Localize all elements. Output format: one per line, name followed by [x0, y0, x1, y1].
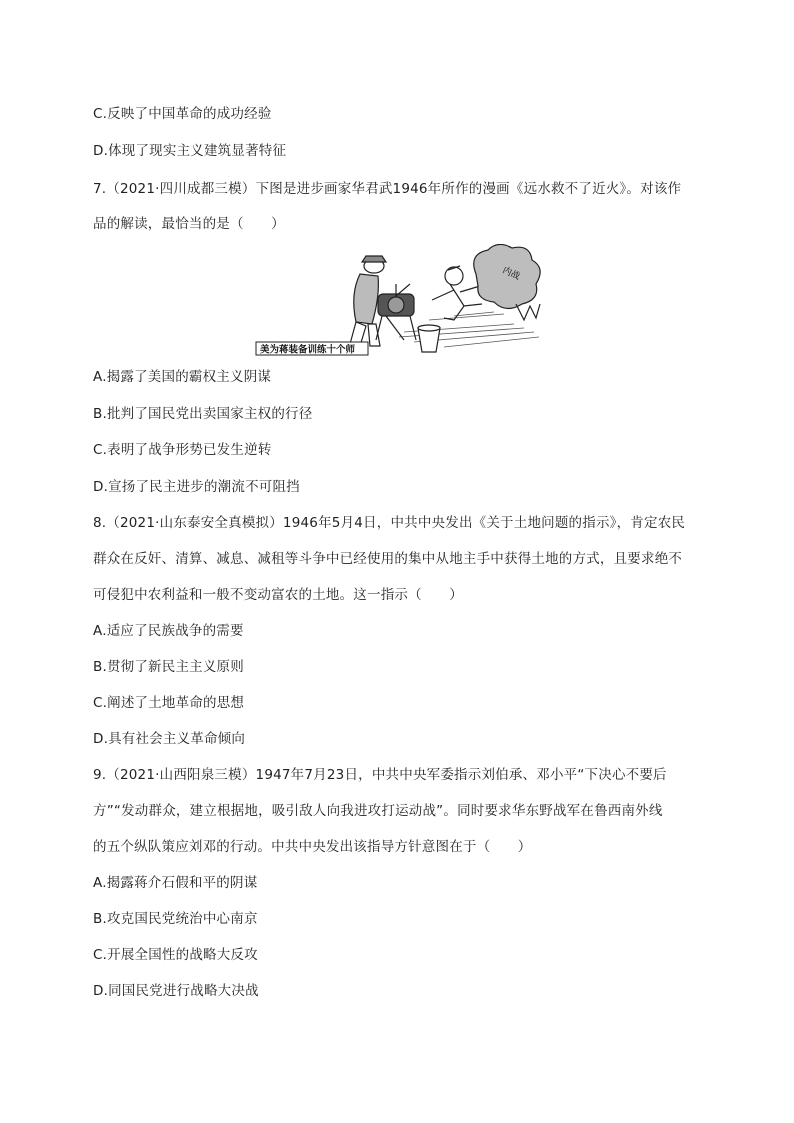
q7-stem-line-2: 品的解读，最恰当的是（ ）	[93, 216, 285, 232]
q8-option-c: C.阐述了土地革命的思想	[93, 695, 245, 711]
cartoon-caption: 美为蒋装备训练十个师	[260, 344, 356, 356]
q9-stem-line-3: 的五个纵队策应刘邓的行动。中共中央发出该指导方针意图在于（ ）	[93, 839, 532, 855]
q9-option-b: B.攻克国民党统治中心南京	[93, 911, 258, 927]
q9-option-d: D.同国民党进行战略大决战	[93, 983, 259, 999]
q7-stem-line-1: 7.（2021·四川成都三模）下图是进步画家华君武1946年所作的漫画《远水救不了近火》。对该作	[93, 181, 682, 197]
q8-option-b: B.贯彻了新民主主义原则	[93, 659, 244, 675]
q7-option-d: D.宣扬了民主进步的潮流不可阻挡	[93, 479, 300, 495]
q6-option-d: D.体现了现实主义建筑显著特征	[93, 143, 287, 159]
q7-option-c: C.表明了战争形势已发生逆转	[93, 442, 272, 458]
q8-stem-line-3: 可侵犯中农利益和一般不变动富农的土地。这一指示（ ）	[93, 587, 463, 603]
q9-option-a: A.揭露蒋介石假和平的阴谋	[93, 875, 258, 891]
q8-stem-line-1: 8.（2021·山东泰安全真模拟）1946年5月4日，中共中央发出《关于土地问题的指示》，肯定农民	[93, 515, 686, 531]
q9-stem-line-2: 方”“发动群众，建立根据地，吸引敌人向我进攻打运动战”。同时要求华东野战军在鲁西南外线	[93, 803, 663, 819]
q8-option-d: D.具有社会主义革命倾向	[93, 731, 246, 747]
q7-option-b: B.批判了国民党出卖国家主权的行径	[93, 406, 313, 422]
q6-option-c: C.反映了中国革命的成功经验	[93, 106, 272, 122]
q9-stem-line-1: 9.（2021·山西阳泉三模）1947年7月23日，中共中央军委指示刘伯承、邓小平“下决心不要后	[93, 767, 667, 783]
q7-option-a: A.揭露了美国的霸权主义阴谋	[93, 369, 272, 385]
q8-option-a: A.适应了民族战争的需要	[93, 623, 244, 639]
q8-stem-line-2: 群众在反奸、清算、减息、减租等斗争中已经使用的集中从地主手中获得土地的方式，且要求绝不	[93, 551, 683, 567]
cartoon-image	[254, 244, 550, 356]
q9-option-c: C.开展全国性的战略大反攻	[93, 947, 258, 963]
cartoon-fire-text: 内战	[500, 265, 522, 283]
